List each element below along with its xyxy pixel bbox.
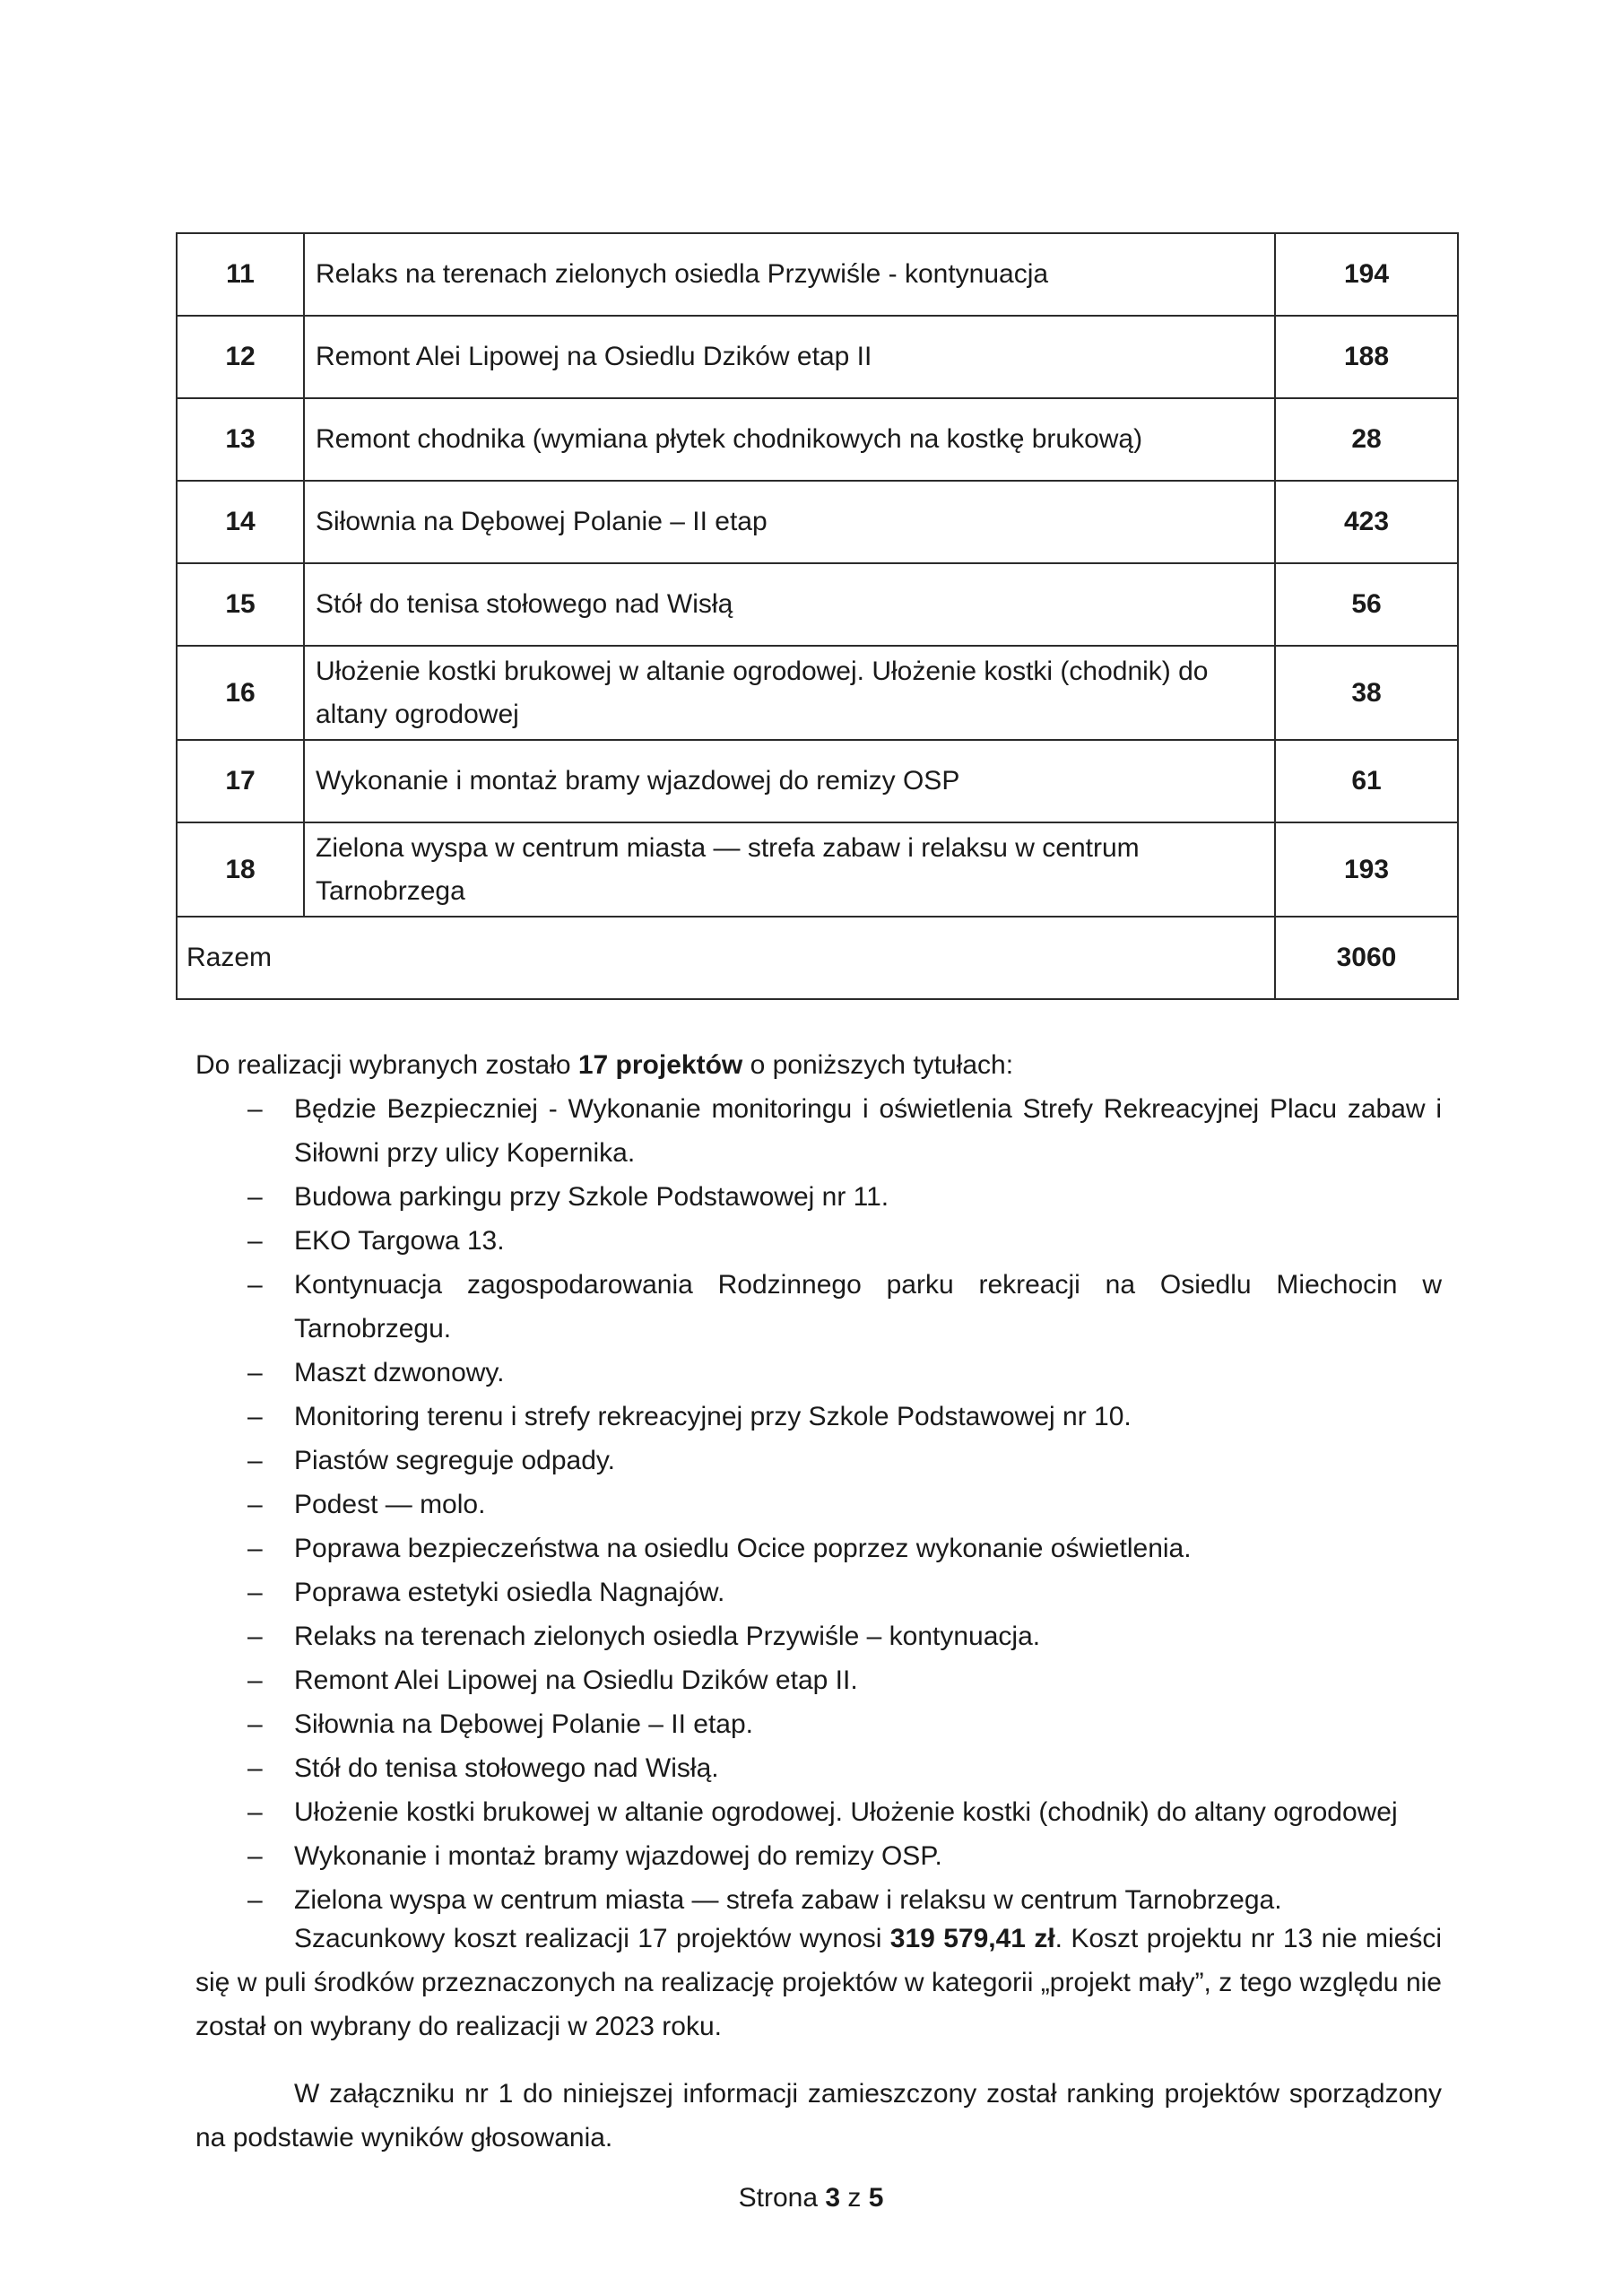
list-item-text: Piastów segreguje odpady. [294, 1446, 616, 1475]
dash-bullet-icon: – [247, 1446, 263, 1475]
dash-bullet-icon: – [247, 1622, 263, 1651]
project-votes: 194 [1275, 233, 1458, 316]
table-row [177, 740, 1458, 822]
list-item [195, 1790, 1442, 1834]
intro-count: 17 projektów [577, 1050, 743, 1080]
list-item-text: Wykonanie i montaż bramy wjazdowej do remizy OSP. [294, 1841, 942, 1871]
footer-prefix: Strona [738, 2183, 826, 2213]
dash-bullet-icon: – [247, 1182, 263, 1212]
footer-middle: z [840, 2183, 869, 2213]
dash-bullet-icon: – [247, 1578, 263, 1607]
cost-text-before: Szacunkowy koszt realizacji 17 projektów wynosi [294, 1924, 890, 1953]
votes-table [176, 232, 1459, 1000]
list-item [195, 1219, 1442, 1263]
dash-bullet-icon: – [247, 1534, 263, 1563]
dash-bullet-icon: – [247, 1490, 263, 1519]
project-title: Relaks na terenach zielonych osiedla Przywiśle - kontynuacja [304, 233, 1275, 316]
project-votes: 56 [1275, 563, 1458, 646]
project-number: 15 [177, 563, 304, 646]
list-item-text: Podest — molo. [294, 1490, 486, 1519]
sum-label: Razem [177, 917, 1275, 999]
project-number: 13 [177, 398, 304, 481]
list-item [195, 1087, 1442, 1175]
sum-value: 3060 [1275, 917, 1458, 999]
selected-projects-intro [195, 1043, 1442, 1087]
list-item-text: EKO Targowa 13. [294, 1226, 505, 1256]
page-footer [0, 2180, 1622, 2216]
project-votes: 38 [1275, 646, 1458, 740]
list-item [195, 1658, 1442, 1702]
list-item [195, 1175, 1442, 1219]
dash-bullet-icon: – [247, 1841, 263, 1871]
list-item [195, 1439, 1442, 1483]
list-item [195, 1614, 1442, 1658]
list-item-text: Poprawa estetyki osiedla Nagnajów. [294, 1578, 725, 1607]
project-title: Remont chodnika (wymiana płytek chodnikowych na kostkę brukową) [304, 398, 1275, 481]
list-item [195, 1570, 1442, 1614]
list-item [195, 1746, 1442, 1790]
table-row [177, 233, 1458, 316]
project-number: 14 [177, 481, 304, 563]
list-item-text: Kontynuacja zagospodarowania Rodzinnego parku rekreacji na Osiedlu Miechocin w Tarnobrzegu. [294, 1270, 1442, 1344]
table-sum-row [177, 917, 1458, 999]
project-title: Wykonanie i montaż bramy wjazdowej do remizy OSP [304, 740, 1275, 822]
cost-paragraph [195, 1917, 1442, 2048]
list-item-text: Monitoring terenu i strefy rekreacyjnej przy Szkole Podstawowej nr 10. [294, 1402, 1132, 1431]
project-votes: 188 [1275, 316, 1458, 398]
table-row [177, 563, 1458, 646]
list-item-text: Budowa parkingu przy Szkole Podstawowej nr 11. [294, 1182, 889, 1212]
list-item-text: Siłownia na Dębowej Polanie – II etap. [294, 1709, 753, 1739]
footer-total-pages: 5 [868, 2183, 884, 2213]
project-number: 17 [177, 740, 304, 822]
list-item-text: Zielona wyspa w centrum miasta — strefa zabaw i relaksu w centrum Tarnobrzega. [294, 1885, 1282, 1915]
dash-bullet-icon: – [247, 1753, 263, 1783]
project-number: 12 [177, 316, 304, 398]
table-row [177, 398, 1458, 481]
dash-bullet-icon: – [247, 1358, 263, 1387]
dash-bullet-icon: – [247, 1402, 263, 1431]
dash-bullet-icon: – [247, 1094, 263, 1124]
list-item-text: Relaks na terenach zielonych osiedla Przywiśle – kontynuacja. [294, 1622, 1041, 1651]
project-number: 11 [177, 233, 304, 316]
dash-bullet-icon: – [247, 1797, 263, 1827]
footer-current-page: 3 [825, 2183, 841, 2213]
list-item [195, 1878, 1442, 1922]
intro-text-before: Do realizacji wybranych zostało [195, 1050, 578, 1080]
list-item [195, 1263, 1442, 1351]
list-item [195, 1526, 1442, 1570]
table-row [177, 646, 1458, 740]
table-row [177, 481, 1458, 563]
project-title: Remont Alei Lipowej na Osiedlu Dzików etap II [304, 316, 1275, 398]
cost-text-after: . Koszt projektu nr 13 nie mieści się w puli środków przeznaczonych na realizację projektów w kategorii „projekt mały”, z tego względu nie został on wybrany do realizacji w 2023 roku. [195, 1924, 1443, 2041]
project-votes: 423 [1275, 481, 1458, 563]
list-item-text: Remont Alei Lipowej na Osiedlu Dzików etap II. [294, 1665, 858, 1695]
dash-bullet-icon: – [247, 1665, 263, 1695]
dash-bullet-icon: – [247, 1709, 263, 1739]
project-votes: 28 [1275, 398, 1458, 481]
table-row [177, 822, 1458, 917]
list-item [195, 1834, 1442, 1878]
list-item [195, 1395, 1442, 1439]
project-votes: 61 [1275, 740, 1458, 822]
project-title: Ułożenie kostki brukowej w altanie ogrodowej. Ułożenie kostki (chodnik) do altany ogrodowej [304, 646, 1275, 740]
cost-amount: 319 579,41 zł [889, 1924, 1055, 1953]
project-title: Stół do tenisa stołowego nad Wisłą [304, 563, 1275, 646]
list-item [195, 1702, 1442, 1746]
list-item-text: Stół do tenisa stołowego nad Wisłą. [294, 1753, 719, 1783]
list-item-text: Maszt dzwonowy. [294, 1358, 505, 1387]
project-votes: 193 [1275, 822, 1458, 917]
selected-projects-list [195, 1087, 1442, 1922]
dash-bullet-icon: – [247, 1885, 263, 1915]
project-number: 18 [177, 822, 304, 917]
list-item-text: Poprawa bezpieczeństwa na osiedlu Ocice poprzez wykonanie oświetlenia. [294, 1534, 1192, 1563]
ranking-paragraph: W załączniku nr 1 do niniejszej informacji zamieszczony został ranking projektów sporządzony na podstawie wyników głosowania. [195, 2079, 1442, 2152]
intro-text-after: o poniższych tytułach: [742, 1050, 1014, 1080]
list-item [195, 1483, 1442, 1526]
project-title: Siłownia na Dębowej Polanie – II etap [304, 481, 1275, 563]
votes-table-body [177, 233, 1458, 999]
table-row [177, 316, 1458, 398]
list-item [195, 1351, 1442, 1395]
dash-bullet-icon: – [247, 1270, 263, 1300]
project-number: 16 [177, 646, 304, 740]
project-title: Zielona wyspa w centrum miasta — strefa zabaw i relaksu w centrum Tarnobrzega [304, 822, 1275, 917]
list-item-text: Będzie Bezpieczniej - Wykonanie monitoringu i oświetlenia Strefy Rekreacyjnej Placu zabaw i Siłowni przy ulicy Kopernika. [294, 1094, 1442, 1168]
list-item-text: Ułożenie kostki brukowej w altanie ogrodowej. Ułożenie kostki (chodnik) do altany ogrodowej [294, 1797, 1398, 1827]
dash-bullet-icon: – [247, 1226, 263, 1256]
